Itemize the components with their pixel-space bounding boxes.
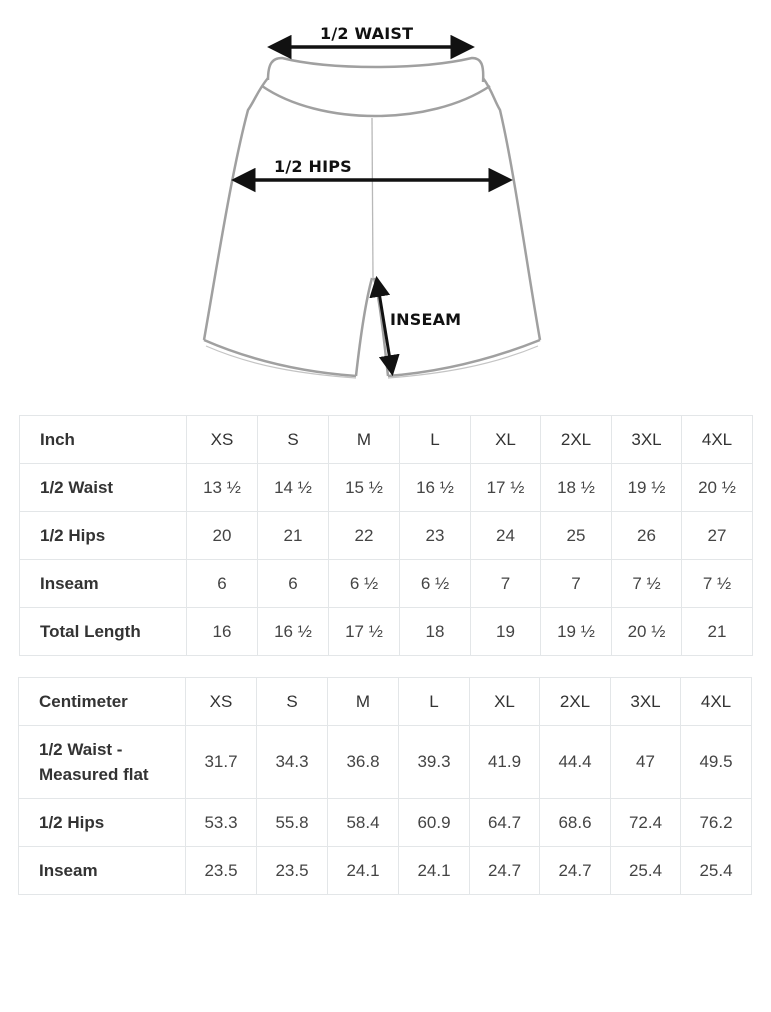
table-cell: 20	[187, 512, 258, 560]
table-cell: 6	[187, 560, 258, 608]
size-header: 4XL	[682, 416, 753, 464]
table-cell: 39.3	[399, 726, 470, 799]
table-cell: 16 ½	[258, 608, 329, 656]
table-cell: 20 ½	[612, 608, 682, 656]
table-cell: 18	[400, 608, 471, 656]
table-row	[19, 847, 752, 895]
table-row	[20, 512, 753, 560]
table-cell: 23.5	[257, 847, 328, 895]
table-cell: 44.4	[540, 726, 611, 799]
table-cell: 24.7	[540, 847, 611, 895]
table-cell: 25.4	[611, 847, 681, 895]
inch-size-table	[19, 415, 753, 656]
shorts-measurement-diagram	[0, 0, 771, 400]
size-header: S	[257, 678, 328, 726]
size-header: 2XL	[541, 416, 612, 464]
table-row	[20, 608, 753, 656]
centimeter-size-table	[18, 677, 752, 895]
size-header: 3XL	[611, 678, 681, 726]
waist-label: 1/2 WAIST	[320, 24, 414, 43]
table-cell: 13 ½	[187, 464, 258, 512]
table-cell: 49.5	[681, 726, 752, 799]
size-header: 4XL	[681, 678, 752, 726]
table-cell: 18 ½	[541, 464, 612, 512]
size-header: XL	[470, 678, 540, 726]
row-label: 1/2 Hips	[19, 799, 186, 847]
table-cell: 64.7	[470, 799, 540, 847]
table-cell: 31.7	[186, 726, 257, 799]
table-cell: 7	[471, 560, 541, 608]
size-header: XL	[471, 416, 541, 464]
table-cell: 34.3	[257, 726, 328, 799]
table-cell: 23.5	[186, 847, 257, 895]
size-header: 3XL	[612, 416, 682, 464]
table-cell: 21	[682, 608, 753, 656]
table-cell: 20 ½	[682, 464, 753, 512]
table-cell: 19 ½	[612, 464, 682, 512]
table-cell: 17 ½	[471, 464, 541, 512]
table-cell: 53.3	[186, 799, 257, 847]
table-cell: 16 ½	[400, 464, 471, 512]
unit-header: Centimeter	[19, 678, 186, 726]
row-label: Inseam	[19, 847, 186, 895]
table-cell: 68.6	[540, 799, 611, 847]
table-cell: 26	[612, 512, 682, 560]
row-label: 1/2 Waist	[20, 464, 187, 512]
size-header: XS	[186, 678, 257, 726]
table-cell: 17 ½	[329, 608, 400, 656]
size-header: L	[400, 416, 471, 464]
table-cell: 7 ½	[612, 560, 682, 608]
table-cell: 19	[471, 608, 541, 656]
size-header: M	[329, 416, 400, 464]
table-cell: 6 ½	[400, 560, 471, 608]
row-label: 1/2 Hips	[20, 512, 187, 560]
table-cell: 27	[682, 512, 753, 560]
inseam-label: INSEAM	[390, 310, 462, 329]
table-cell: 23	[400, 512, 471, 560]
size-header: L	[399, 678, 470, 726]
table-row	[20, 464, 753, 512]
table-cell: 55.8	[257, 799, 328, 847]
size-header: S	[258, 416, 329, 464]
table-cell: 25	[541, 512, 612, 560]
table-row	[19, 799, 752, 847]
table-cell: 16	[187, 608, 258, 656]
table-row	[19, 726, 752, 799]
table-cell: 21	[258, 512, 329, 560]
shorts-outline-icon	[0, 0, 771, 400]
row-label: Inseam	[20, 560, 187, 608]
size-header: M	[328, 678, 399, 726]
table-cell: 24.7	[470, 847, 540, 895]
table-header-row	[19, 678, 752, 726]
table-cell: 14 ½	[258, 464, 329, 512]
table-cell: 24.1	[399, 847, 470, 895]
hips-label: 1/2 HIPS	[274, 157, 352, 176]
table-cell: 7	[541, 560, 612, 608]
table-cell: 24	[471, 512, 541, 560]
table-cell: 41.9	[470, 726, 540, 799]
size-header: XS	[187, 416, 258, 464]
table-cell: 19 ½	[541, 608, 612, 656]
table-cell: 60.9	[399, 799, 470, 847]
table-header-row	[20, 416, 753, 464]
table-cell: 15 ½	[329, 464, 400, 512]
size-header: 2XL	[540, 678, 611, 726]
table-cell: 22	[329, 512, 400, 560]
table-row	[20, 560, 753, 608]
table-cell: 6	[258, 560, 329, 608]
unit-header: Inch	[20, 416, 187, 464]
table-cell: 6 ½	[329, 560, 400, 608]
table-cell: 72.4	[611, 799, 681, 847]
row-label: 1/2 Waist - Measured flat	[19, 726, 186, 799]
table-cell: 25.4	[681, 847, 752, 895]
row-label: Total Length	[20, 608, 187, 656]
table-cell: 7 ½	[682, 560, 753, 608]
table-cell: 47	[611, 726, 681, 799]
table-cell: 24.1	[328, 847, 399, 895]
table-cell: 36.8	[328, 726, 399, 799]
table-cell: 58.4	[328, 799, 399, 847]
table-cell: 76.2	[681, 799, 752, 847]
